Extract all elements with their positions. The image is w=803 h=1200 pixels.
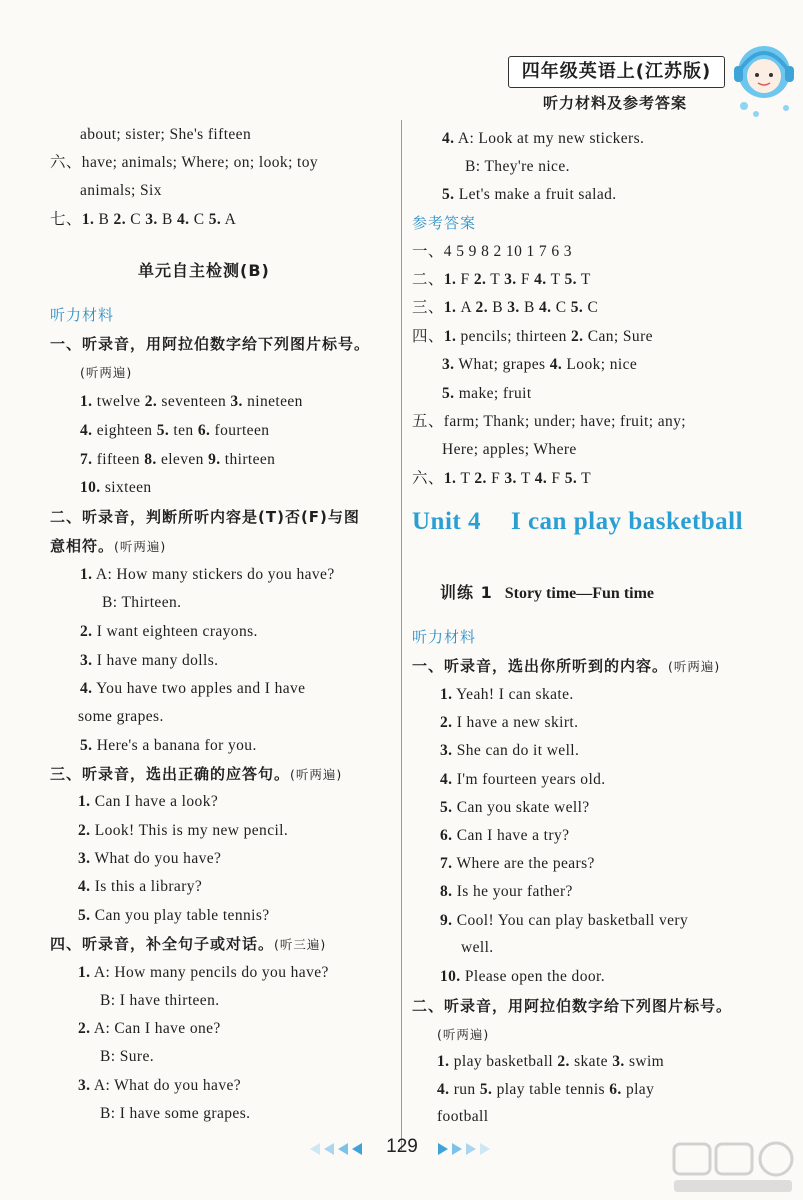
list-item: 5. Here's a banana for you. [80,737,257,754]
list-item: 7. fifteen 8. eleven 9. thirteen [80,451,276,468]
list-item: 5. Can you skate well? [440,799,590,816]
answer-row: Here; apples; Where [442,441,577,458]
lesson-title: 训练 1 Story time—Fun time [440,583,655,602]
answer-row: 二、1. F 2. T 3. F 4. T 5. T [412,271,591,288]
header-subtitle: 听力材料及参考答案 [542,94,687,112]
list-item: 9. Cool! You can play basketball very [440,912,689,929]
prev-arrows-icon [310,1143,362,1155]
question-heading: 二、听录音，判断所听内容是(T)否(F)与图 [50,508,360,526]
list-item: 7. Where are the pears? [440,855,595,872]
list-item: 10. sixteen [80,479,152,496]
unit-title: Unit 4 I can play basketball [412,508,744,535]
text-line: animals; Six [80,182,162,199]
question-heading: 一、听录音，用阿拉伯数字给下列图片标号。 [50,335,371,353]
answer-row: 3. What; grapes 4. Look; nice [442,356,638,373]
answer-row: 六、1. T 2. F 3. T 4. F 5. T [412,470,592,487]
text-line: 六、have; animals; Where; on; look; toy [50,154,319,171]
next-arrows-icon [438,1143,490,1155]
list-item: 1. A: How many stickers do you have? [80,566,335,583]
list-item: B: Thirteen. [102,594,182,611]
answer-row: 七、1. B 2. C 3. B 4. C 5. A [50,211,237,228]
list-item: 4. I'm fourteen years old. [440,771,606,788]
list-item: 10. Please open the door. [440,968,605,985]
list-item: B: I have thirteen. [100,992,220,1009]
list-item: 1. play basketball 2. skate 3. swim [437,1053,665,1070]
list-item: 4. A: Look at my new stickers. [442,130,645,147]
question-heading: 三、听录音，选出正确的应答句。(听两遍) [50,765,343,783]
question-heading: 意相符。(听两遍) [50,537,167,555]
question-heading: 四、听录音，补全句子或对话。(听三遍) [50,935,327,953]
answer-row: 四、1. pencils; thirteen 2. Can; Sure [412,328,653,345]
question-heading: 二、听录音，用阿拉伯数字给下列图片标号。 [412,997,733,1015]
question-heading: 一、听录音，选出你所听到的内容。(听两遍) [412,657,721,675]
list-item: 1. Can I have a look? [78,793,219,810]
list-item: 4. You have two apples and I have [80,680,306,697]
text-line: about; sister; She's fifteen [80,126,252,143]
list-item: 3. What do you have? [78,850,222,867]
list-item: 4. eighteen 5. ten 6. fourteen [80,422,270,439]
list-item: well. [461,939,494,956]
question-note: (听两遍) [80,365,133,380]
list-item: 8. Is he your father? [440,883,573,900]
column-divider [401,120,402,1150]
answer-row: 五、farm; Thank; under; have; fruit; any; [412,413,687,430]
list-item: 3. She can do it well. [440,742,580,759]
section-label: 听力材料 [412,628,477,646]
list-item: 1. twelve 2. seventeen 3. nineteen [80,393,303,410]
answer-row: 一、4 5 9 8 2 10 1 7 6 3 [412,243,572,260]
list-item: 5. Can you play table tennis? [78,907,270,924]
list-item: 4. Is this a library? [78,878,203,895]
list-item: 2. I want eighteen crayons. [80,623,258,640]
list-item: 6. Can I have a try? [440,827,570,844]
list-item: 1. A: How many pencils do you have? [78,964,329,981]
book-title: 四年级英语上(江苏版) [508,56,725,88]
list-item: 3. A: What do you have? [78,1077,242,1094]
list-item: 3. I have many dolls. [80,652,219,669]
list-item: 4. run 5. play table tennis 6. play [437,1081,655,1098]
list-item: B: Sure. [100,1048,155,1065]
question-note: (听两遍) [437,1027,490,1042]
answer-row: 三、1. A 2. B 3. B 4. C 5. C [412,299,599,316]
section-label: 听力材料 [50,306,115,324]
answer-row: 5. make; fruit [442,385,532,402]
list-item: some grapes. [78,708,164,725]
list-item: 5. Let's make a fruit salad. [442,186,617,203]
list-item: football [437,1108,489,1125]
list-item: B: They're nice. [465,158,570,175]
watermark-logo-icon [672,1140,797,1196]
page-number: 129 [386,1136,418,1157]
list-item: 2. Look! This is my new pencil. [78,822,289,839]
list-item: 2. A: Can I have one? [78,1020,221,1037]
section-heading: 单元自主检测(B) [138,261,270,280]
mascot-icon [726,32,801,122]
list-item: 2. I have a new skirt. [440,714,579,731]
list-item: B: I have some grapes. [100,1105,251,1122]
list-item: 1. Yeah! I can skate. [440,686,574,703]
section-label: 参考答案 [412,214,477,232]
